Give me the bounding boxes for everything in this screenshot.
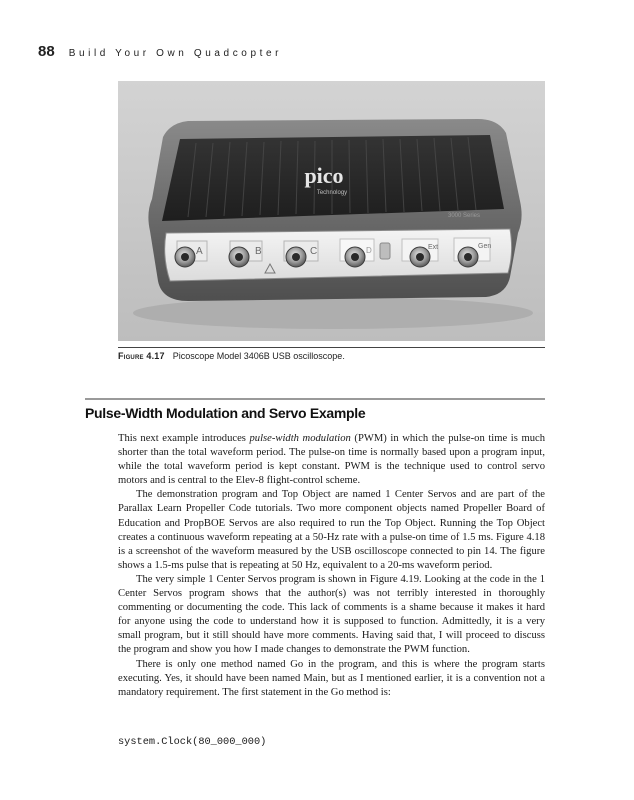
brand-logo-text: pico — [304, 163, 344, 188]
paragraph-3: The very simple 1 Center Servos program is shown in Figure 4.19. Looking at the code in the 1 Center Servos program shows that the author(s) was not terribly interested in thoroughly commenting or documenting the code. This lack of comments is a shame because it makes it hard for anyone using the code to understand how it is supposed to function. Admittedly, it is a very small program, but it still should have more comments. Having said that, I will proceed to discuss the program and show you how I made changes to demonstrate the PWM function. — [118, 573, 545, 656]
page-number: 88 — [38, 43, 55, 60]
channel-c-label: C — [310, 246, 318, 257]
paragraph-4: There is only one method named Go in the program, and this is where the program starts executing. Yes, it should have been named Main, but as I mentioned earlier, it is a convention not a mandatory requirement. The first statement in the Go method is: — [118, 658, 545, 698]
usb-port — [380, 243, 390, 259]
series-text: 3000 Series — [448, 213, 481, 219]
oscilloscope-photo — [118, 81, 545, 341]
channel-b-label: B — [255, 246, 262, 257]
paragraph-1: This next example introduces pulse-width modulation (PWM) in which the pulse-on time is much shorter than the total waveform period. The pulse-on time is normally based upon a program input, while the total waveform period is kept constant. PWM is the technique used to control servo motors and is central to the Elev-8 flight-control scheme. — [118, 433, 545, 487]
section-heading: Pulse-Width Modulation and Servo Example — [85, 405, 366, 421]
paragraph-2: The demonstration program and Top Object are named 1 Center Servos and are part of the Parallax Learn Propeller Code tutorials. Two more component objects named Propeller Board of Education and PropBOE Servos are also required to run the Top Object. Running the Top Object creates a continuous waveform repeating at a 50-Hz rate with a pulse-on time of 1.5 ms. Figure 4.18 is a screenshot of the waveform measured by the USB oscilloscope connected to pin 14. The figure shows a 1.5-ms pulse that is repeating at 50 Hz, equivalent to a 20-ms waveform period. — [118, 489, 545, 571]
code-line: system.Clock(80_000_000) — [118, 736, 267, 748]
brand-sub-text: Technology — [316, 190, 348, 196]
channel-d-label: D — [366, 246, 372, 255]
running-header — [38, 43, 282, 63]
body-text — [118, 432, 545, 700]
figure-label: Figure 4.17 — [118, 351, 165, 361]
ext-label: Ext — [428, 244, 439, 251]
caption-text: Picoscope Model 3406B USB oscilloscope. — [172, 351, 345, 361]
figure-caption — [118, 351, 345, 361]
gen-label: Gen — [478, 243, 492, 250]
channel-a-label: A — [196, 246, 203, 257]
caption-rule — [118, 347, 545, 348]
emphasis-term: pulse-width modulation — [249, 433, 351, 444]
running-title: Build Your Own Quadcopter — [68, 48, 283, 59]
section-rule — [85, 398, 545, 400]
